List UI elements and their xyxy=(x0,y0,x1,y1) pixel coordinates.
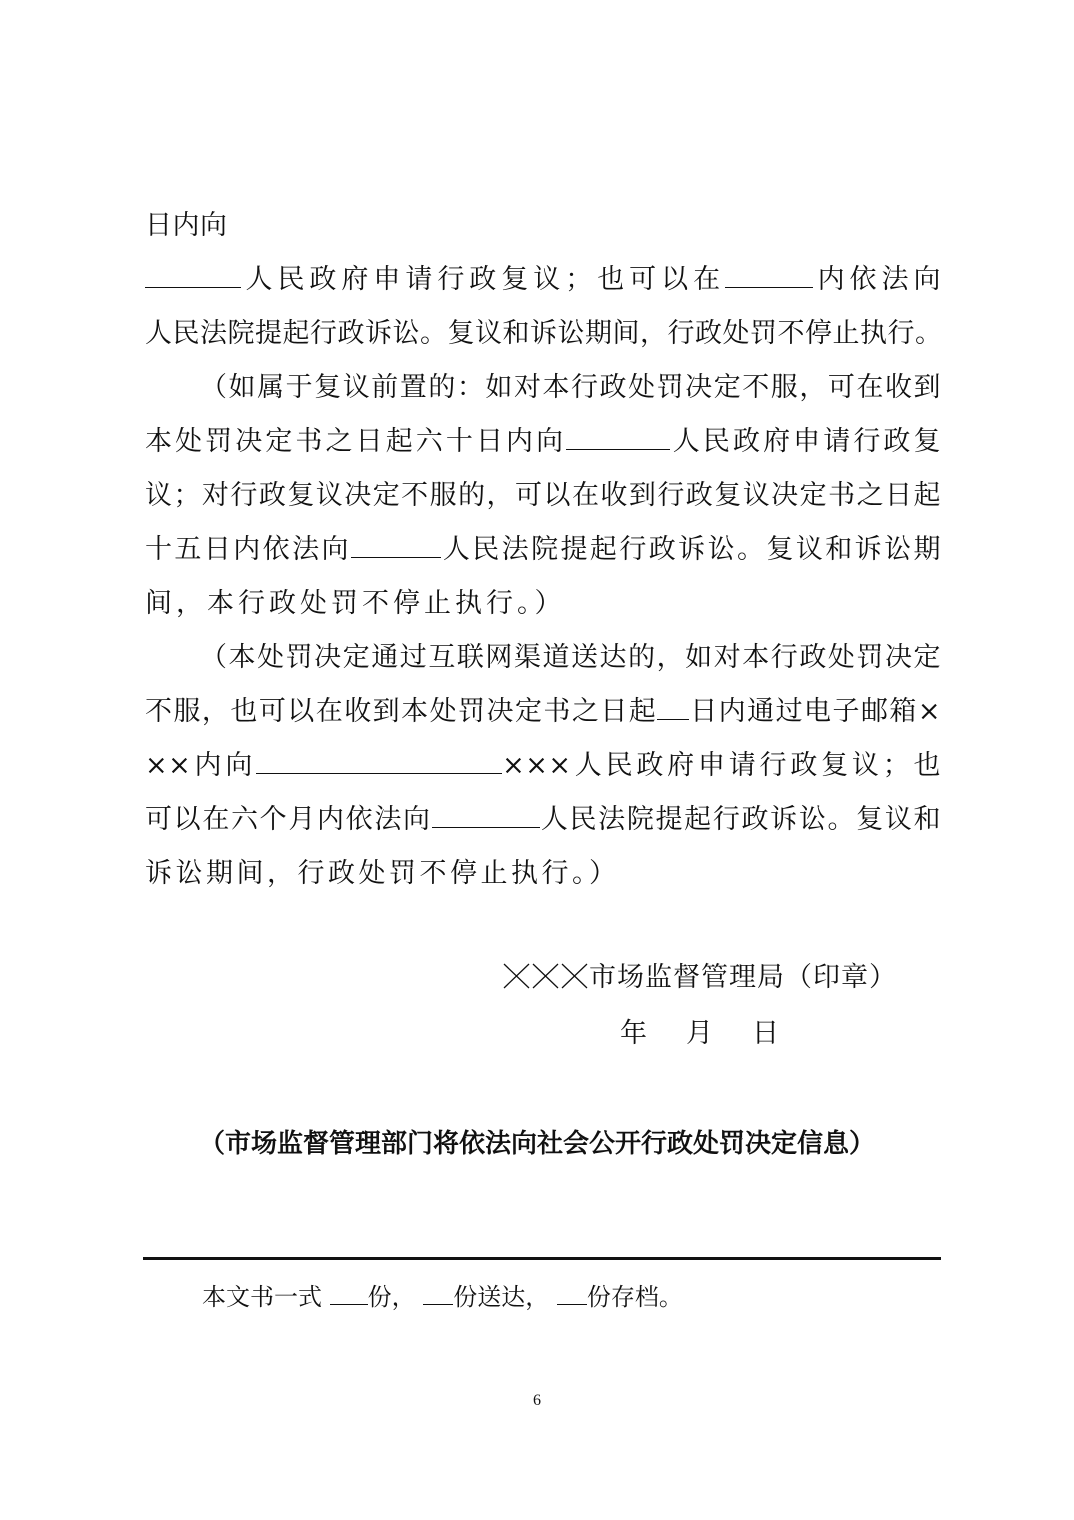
disclosure-notice xyxy=(0,1126,1074,1162)
fill-blank xyxy=(566,425,670,450)
issuer-signature xyxy=(502,960,897,996)
text-fragment: 内依法向 xyxy=(813,264,942,295)
text-fragment: ××内向 xyxy=(145,750,257,781)
text-line xyxy=(200,370,941,406)
text-line xyxy=(145,316,941,352)
copies-line xyxy=(202,1280,683,1314)
copies-label: 份送达， xyxy=(453,1283,550,1311)
fill-blank xyxy=(423,1284,453,1305)
signature-date xyxy=(620,1016,785,1052)
cross-mark-icon xyxy=(502,962,531,990)
cross-mark-icon xyxy=(531,962,560,990)
fill-blank xyxy=(330,1284,368,1305)
date-text: 年 月 日 xyxy=(620,1018,785,1049)
page-number-text: 6 xyxy=(533,1392,541,1409)
fill-blank xyxy=(432,803,540,828)
text-fragment: （如属于复议前置的：如对本行政处罚决定不服，可在收到 xyxy=(200,372,941,403)
text-line xyxy=(145,424,941,460)
text-fragment: 日内向 xyxy=(145,210,228,241)
text-line xyxy=(145,208,941,244)
cross-mark-icon xyxy=(560,962,589,990)
notice-text: （市场监督管理部门将依法向社会公开行政处罚决定信息） xyxy=(198,1129,875,1159)
text-fragment: 间，本行政处罚不停止执行。） xyxy=(145,588,566,619)
copies-label: 份， xyxy=(367,1283,416,1311)
text-fragment: （本处罚决定通过互联网渠道送达的，如对本行政处罚决定 xyxy=(200,642,941,673)
text-fragment: 人民法院提起行政诉讼。复议和 xyxy=(539,804,942,835)
text-line xyxy=(145,802,941,838)
fill-blank xyxy=(657,695,689,720)
copies-label: 份存档。 xyxy=(586,1283,683,1311)
text-fragment: 人民政府申请行政复议；也可以在 xyxy=(241,264,726,295)
text-line xyxy=(145,748,941,784)
text-line xyxy=(145,694,941,730)
divider xyxy=(143,1257,941,1260)
text-line xyxy=(200,640,941,676)
text-fragment: 诉讼期间，行政处罚不停止执行。） xyxy=(145,858,620,889)
page-number xyxy=(0,1392,1074,1410)
fill-blank xyxy=(557,1284,587,1305)
text-line xyxy=(145,262,941,298)
fill-blank xyxy=(351,533,441,558)
text-line xyxy=(145,478,941,514)
text-fragment: ×××人民政府申请行政复议；也 xyxy=(502,750,941,781)
text-line xyxy=(145,532,941,568)
copies-label: 本文书一式 xyxy=(202,1283,322,1311)
text-fragment: 议；对行政复议决定不服的，可以在收到行政复议决定书之日起 xyxy=(145,480,941,511)
text-line xyxy=(145,856,941,892)
text-fragment: 人民法院提起行政诉讼。复议和诉讼期间，行政处罚不停止执行。 xyxy=(145,318,943,349)
text-fragment: 人民政府申请行政复 xyxy=(670,426,942,457)
fill-blank xyxy=(145,263,241,288)
text-fragment: 本处罚决定书之日起六十日内向 xyxy=(145,426,567,457)
text-fragment: 日内通过电子邮箱× xyxy=(689,696,941,727)
text-fragment: 可以在六个月内依法向 xyxy=(145,804,432,835)
text-line xyxy=(145,586,941,622)
text-fragment: 人民法院提起行政诉讼。复议和诉讼期 xyxy=(440,534,942,565)
placeholder-marks xyxy=(502,962,589,993)
issuer-name: 市场监督管理局（印章） xyxy=(589,962,897,993)
text-fragment: 不服，也可以在收到本处罚决定书之日起 xyxy=(145,696,658,727)
text-fragment: 十五日内依法向 xyxy=(145,534,351,565)
fill-blank xyxy=(256,749,502,774)
fill-blank xyxy=(725,263,813,288)
